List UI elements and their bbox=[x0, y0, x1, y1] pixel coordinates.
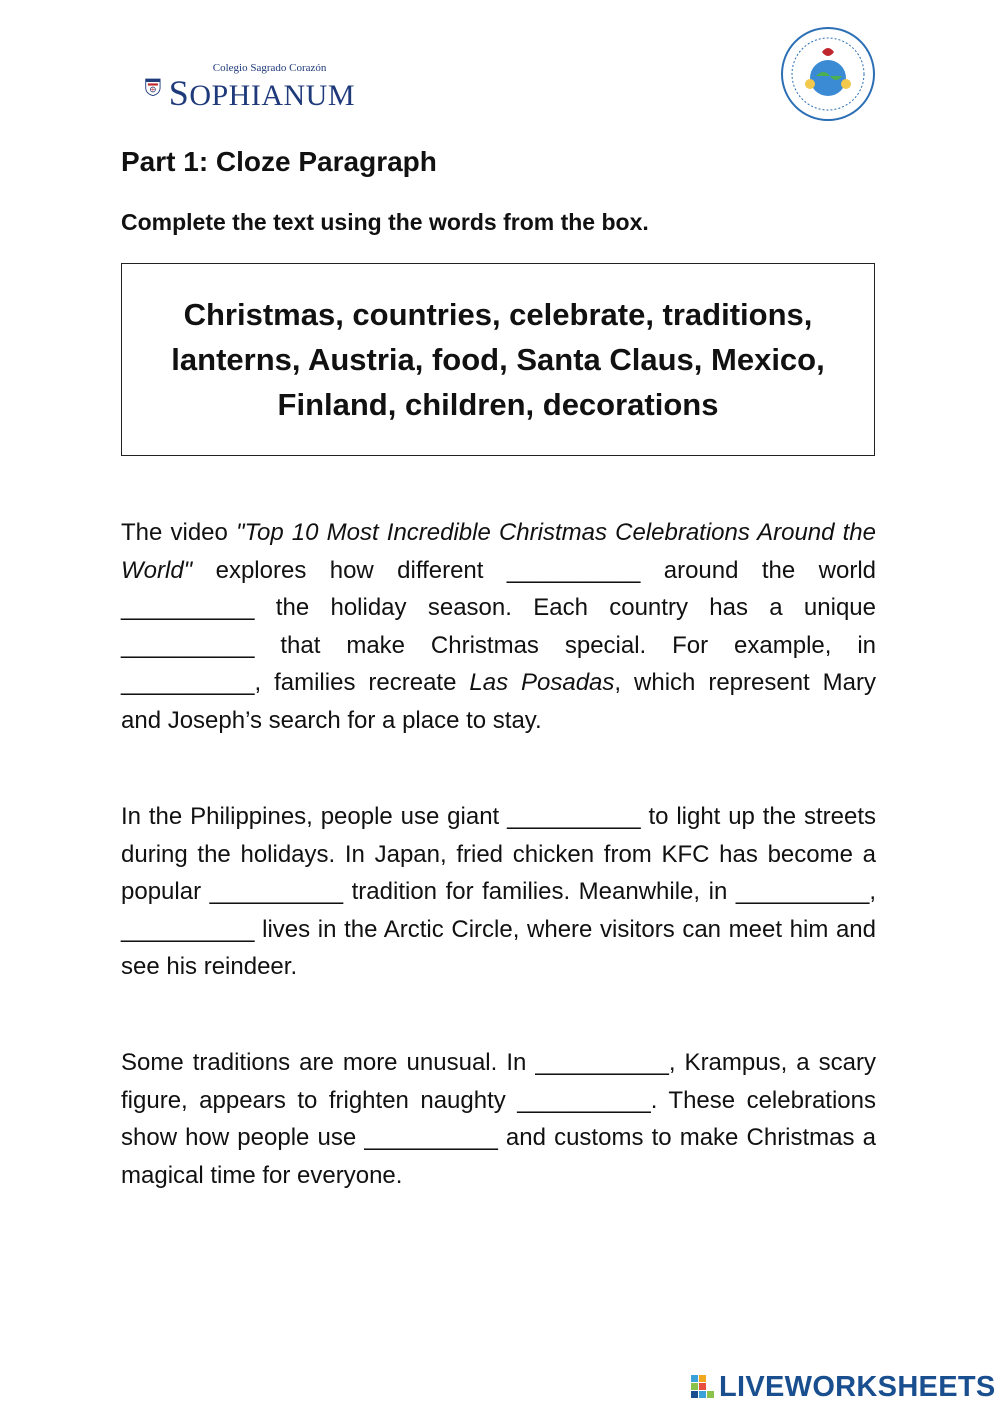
paragraph-text: and customs to make Christmas a magical time for everyone. bbox=[121, 1124, 876, 1189]
liveworksheets-footer bbox=[691, 1372, 996, 1402]
word-box bbox=[121, 263, 875, 456]
school-name-initial: S bbox=[168, 73, 190, 113]
school-wordmark bbox=[169, 63, 355, 111]
blank-8[interactable]: __________ bbox=[121, 915, 255, 943]
liveworksheets-blocks-icon bbox=[691, 1375, 715, 1399]
paragraph-2 bbox=[121, 798, 876, 986]
blank-7[interactable]: __________ bbox=[735, 878, 870, 906]
blank-5[interactable]: __________ bbox=[507, 803, 641, 830]
paragraph-1 bbox=[121, 514, 876, 740]
paragraph-text: around the world bbox=[640, 556, 877, 584]
paragraph-text: , Krampus, a scary figure, appears to frighten naughty bbox=[121, 1049, 876, 1114]
blank-10[interactable]: __________ bbox=[517, 1086, 651, 1114]
blank-11[interactable]: __________ bbox=[364, 1124, 498, 1152]
circular-seal-icon bbox=[780, 26, 876, 122]
school-name bbox=[169, 75, 355, 111]
paragraph-text: , which represent Mary and Joseph’s search for a place to stay. bbox=[121, 669, 876, 734]
paragraph-text: Some traditions are more unusual. In bbox=[121, 1049, 536, 1076]
paragraph-text: tradition for families. Meanwhile, in bbox=[343, 878, 736, 906]
footer-brand: LIVEWORKSHEETS bbox=[719, 1370, 996, 1403]
paragraph-3 bbox=[121, 1044, 876, 1194]
paragraph-text: explores how different bbox=[192, 556, 507, 584]
paragraph-text: the holiday season. Each country has a unique bbox=[254, 594, 876, 622]
blank-4[interactable]: __________ bbox=[121, 669, 255, 697]
page-title: Part 1: Cloze Paragraph bbox=[121, 146, 437, 177]
paragraph-text: lives in the Arctic Circle, where visitors can meet him and see his reindeer. bbox=[121, 915, 876, 981]
video-title: "Top 10 Most Incredible Christmas Celebrations Around the World" bbox=[121, 519, 876, 584]
shield-crest-icon bbox=[145, 61, 161, 113]
paragraph-text: to light up the streets during the holidays. In Japan, fried chicken from KFC has become a popular bbox=[121, 803, 877, 906]
school-subtitle: Colegio Sagrado Corazón bbox=[212, 62, 327, 74]
school-logo bbox=[145, 58, 355, 116]
word-box-text: Christmas, countries, celebrate, traditions, lanterns, Austria, food, Santa Claus, Mexico, Finland, children, decorations bbox=[171, 297, 825, 422]
blank-2[interactable]: __________ bbox=[121, 594, 255, 622]
paragraph-text: In the Philippines, people use giant bbox=[121, 803, 508, 830]
paragraph-text: , bbox=[869, 878, 876, 906]
blank-3[interactable]: __________ bbox=[121, 631, 255, 659]
school-name-rest: OPHIANUM bbox=[189, 79, 355, 112]
blank-9[interactable]: __________ bbox=[535, 1049, 669, 1076]
paragraph-text: . These celebrations show how people use bbox=[121, 1086, 876, 1152]
paragraph-text: , families recreate bbox=[254, 669, 470, 697]
blank-6[interactable]: __________ bbox=[209, 878, 344, 906]
instruction-text: Complete the text using the words from the box. bbox=[121, 209, 649, 235]
paragraph-text: The video bbox=[121, 519, 236, 546]
blank-1[interactable]: __________ bbox=[506, 556, 641, 584]
paragraph-text: that make Christmas special. For example, in bbox=[254, 631, 876, 659]
las-posadas-term: Las Posadas bbox=[469, 669, 615, 697]
